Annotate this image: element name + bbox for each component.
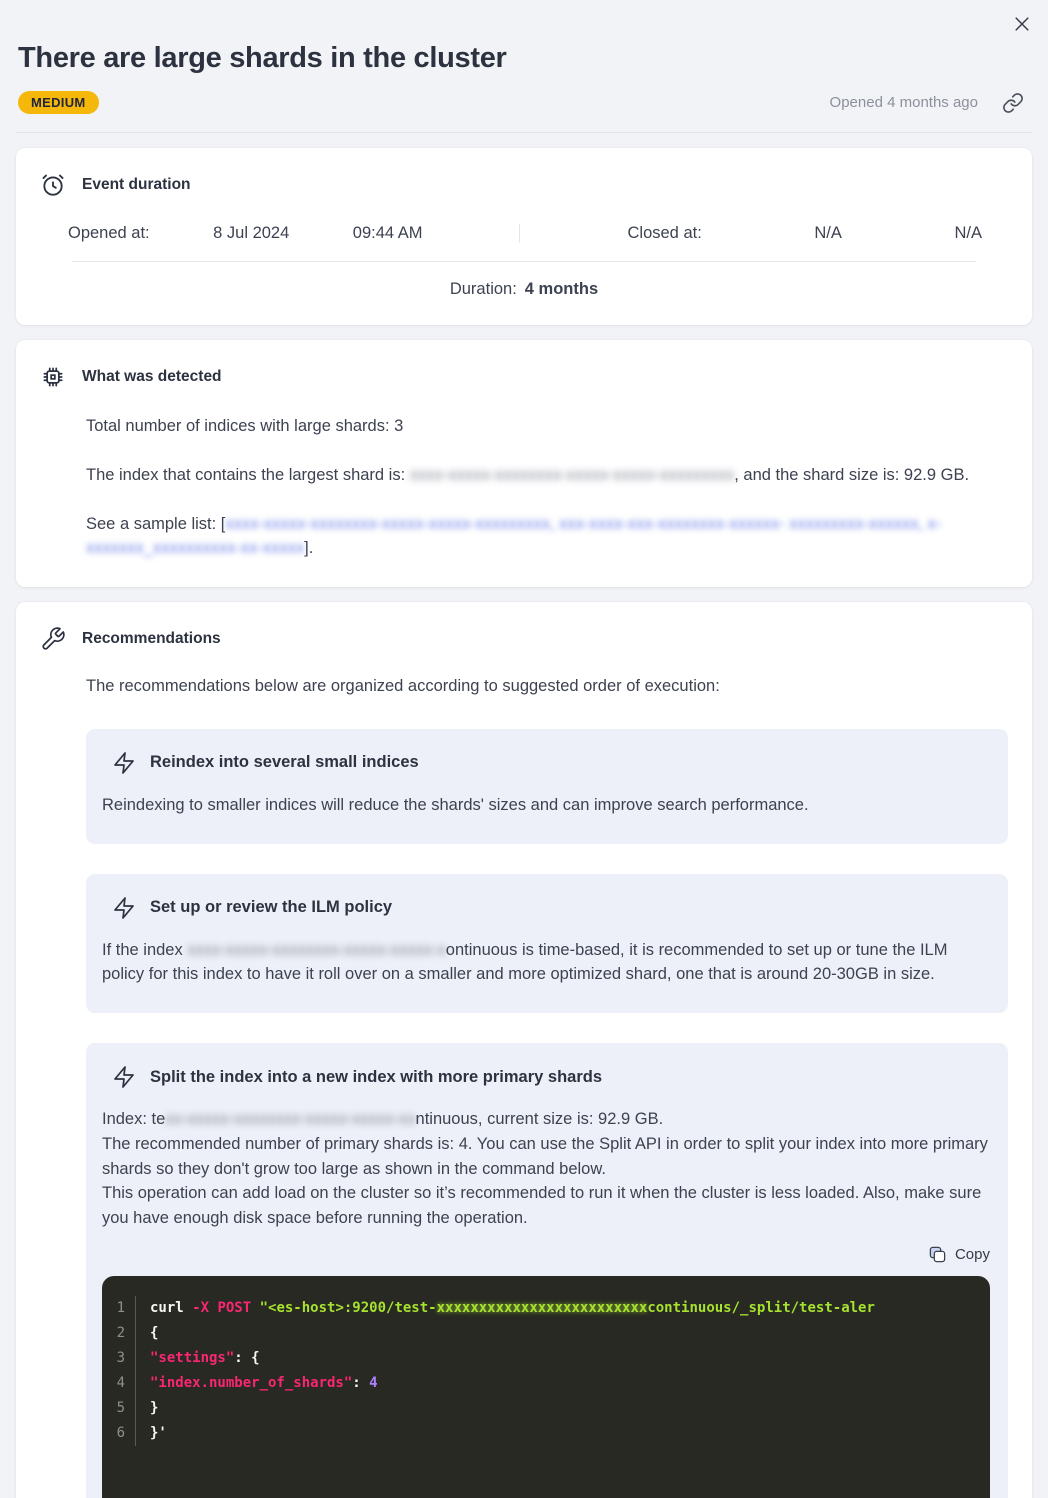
detected-sample-list-line: See a sample list: [xxxx-xxxxx-xxxxxxxx-xxxxx-xxxxx-xxxxxxxxx, xxx-xxxx-xxx-xxxxxxxx-xxxxxx- xxxxxxxxx-xxxxxx, x-xxxxxxx_xxxxxxxxxx-xx-xxxxx]. xyxy=(86,514,942,558)
recommendation-split-index xyxy=(86,1043,1008,1498)
detected-largest-line: The index that contains the largest shard is: xxxx-xxxxx-xxxxxxxx-xxxxx-xxxxx-xxxxxxxxx, and the shard size is: 92.9 GB. xyxy=(86,465,970,484)
opened-at-time: 09:44 AM xyxy=(352,224,423,242)
alarm-clock-icon xyxy=(40,172,66,198)
code-line: 5 } xyxy=(102,1396,990,1421)
event-duration-card xyxy=(16,148,1032,325)
redacted-index-name: xxxx-xxxxx-xxxxxxxx-xxxxx-xxxxx-x xyxy=(187,940,446,959)
split-index-line2: The recommended number of primary shards is: 4. You can use the Split API in order to split your index into more primary shards so they don't grow too large as shown in the command below. xyxy=(102,1134,988,1178)
split-index-warning: This operation can add load on the cluster so it’s recommended to run it when the cluster is less loaded. Also, make sure you have enough disk space before running the operation. xyxy=(102,1184,982,1227)
event-duration-heading: Event duration xyxy=(82,176,191,193)
code-line: 4 "index.number_of_shards": 4 xyxy=(102,1371,990,1396)
page-title: There are large shards in the cluster xyxy=(18,42,507,74)
chip-icon xyxy=(40,364,66,390)
code-line: 1 curl -X POST "<es-host>:9200/test-xxxxxxxxxxxxxxxxxxxxxxxxxcontinuous/_split/test-aler xyxy=(102,1296,990,1321)
recommendations-heading: Recommendations xyxy=(82,630,221,647)
close-icon xyxy=(1012,14,1032,34)
detected-total-line: Total number of indices with large shards: 3 xyxy=(86,417,404,435)
what-was-detected-heading: What was detected xyxy=(82,368,222,385)
copy-link-button[interactable] xyxy=(1002,92,1024,114)
code-line: 3 "settings": { xyxy=(102,1346,990,1371)
duration-label: Duration: xyxy=(449,280,517,298)
redacted-sample-link[interactable]: xxxxxxxxx-xxxxxx, x-xxxxxxx_xxxxxxxxxx-xx-xxxxx xyxy=(86,514,942,558)
duration-value: 4 months xyxy=(524,280,599,298)
lightning-bolt-icon xyxy=(112,751,136,775)
code-line: 6 }' xyxy=(102,1421,990,1446)
panel-header xyxy=(0,0,1048,132)
copy-icon xyxy=(928,1245,947,1264)
severity-badge: MEDIUM xyxy=(18,91,99,114)
recommendation-title: Reindex into several small indices xyxy=(150,753,419,772)
link-icon xyxy=(1002,92,1024,114)
closed-at-time: N/A xyxy=(954,224,982,242)
split-index-line1: Index: texx-xxxxx-xxxxxxxx-xxxxx-xxxxx-xxntinuous, current size is: 92.9 GB. xyxy=(102,1110,664,1128)
wrench-icon xyxy=(40,626,66,652)
closed-at-label: Closed at: xyxy=(627,224,702,242)
lightning-bolt-icon xyxy=(112,1065,136,1089)
recommendation-reindex xyxy=(86,729,1008,844)
event-duration-divider xyxy=(72,261,976,262)
recommendation-body: If the index xxxx-xxxxx-xxxxxxxx-xxxxx-xxxxx-xontinuous is time-based, it is recommended to set up or tune the ILM policy for this index to have it roll over on a smaller and more optimized shard, one that is around 20-30GB in size. xyxy=(102,940,948,984)
opened-at-label: Opened at: xyxy=(68,224,150,242)
copy-button-label: Copy xyxy=(954,1245,990,1263)
redacted-sample-link[interactable]: xxxx-xxxxx-xxxxxxxx-xxxxx-xxxxx-xxxxxxxxx, xxx-xxxx-xxx-xxxxxxxx-xxxxxx- xyxy=(225,514,785,533)
recommendation-title: Split the index into a new index with more primary shards xyxy=(150,1067,603,1086)
what-was-detected-card xyxy=(16,340,1032,587)
code-block[interactable] xyxy=(102,1276,990,1498)
opened-ago-text: Opened 4 months ago xyxy=(829,94,978,111)
recommendation-body: Reindexing to smaller indices will reduce the shards' sizes and can improve search performance. xyxy=(102,795,809,814)
opened-at-date: 8 Jul 2024 xyxy=(213,224,290,242)
recommendation-ilm-policy xyxy=(86,874,1008,1014)
close-button[interactable] xyxy=(1012,14,1032,34)
redacted-index-name: xxxx-xxxxx-xxxxxxxx-xxxxx-xxxxx-xxxxxxxxx xyxy=(409,465,735,484)
recommendations-intro: The recommendations below are organized according to suggested order of execution: xyxy=(86,677,720,695)
recommendations-card xyxy=(16,602,1032,1498)
code-line: 2 { xyxy=(102,1321,990,1346)
lightning-bolt-icon xyxy=(112,896,136,920)
header-divider xyxy=(16,132,1032,133)
copy-button[interactable] xyxy=(928,1245,990,1264)
recommendation-body xyxy=(100,1107,990,1231)
event-times-row xyxy=(40,224,1008,243)
redacted-index-name: xx-xxxxx-xxxxxxxx-xxxxx-xxxxx-xx xyxy=(165,1110,416,1128)
closed-at-date: N/A xyxy=(814,224,842,242)
recommendation-title: Set up or review the ILM policy xyxy=(150,898,393,916)
